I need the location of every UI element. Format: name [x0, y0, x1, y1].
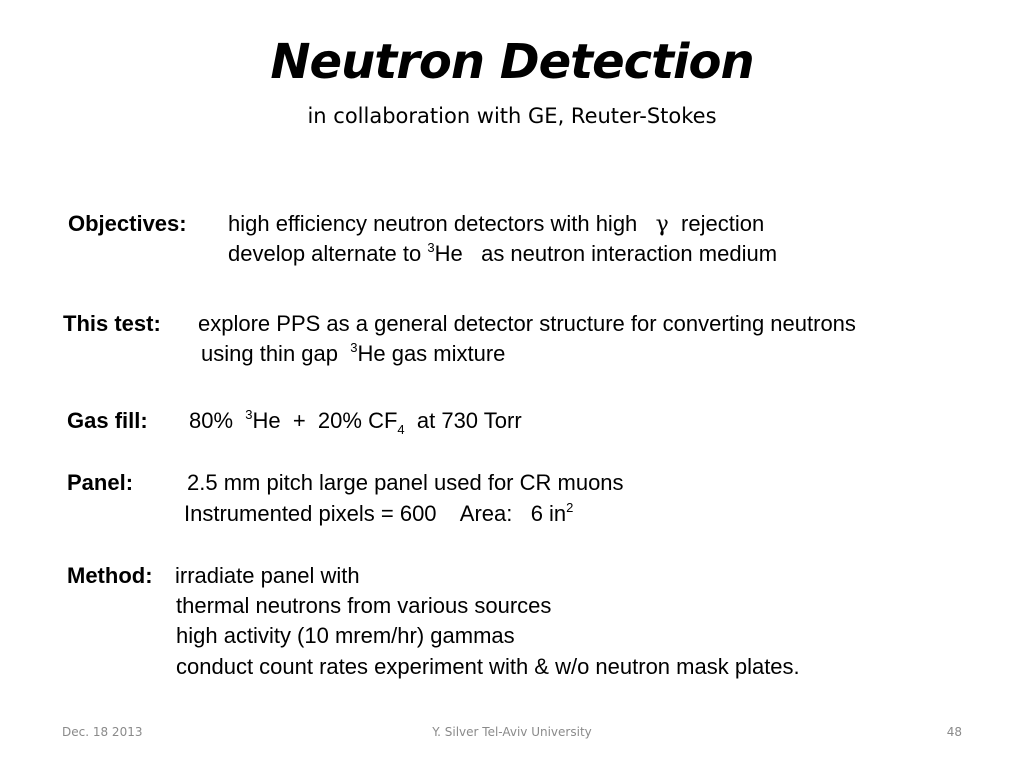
this-test-line-2-post: He gas mixture [357, 341, 506, 366]
this-test-line-2-pre: using thin gap [201, 341, 338, 366]
gas-fill-post: at 730 Torr [416, 408, 522, 433]
gas-fill-label: Gas fill: [67, 408, 148, 433]
this-test-line-1: explore PPS as a general detector structure for converting neutrons [198, 311, 856, 336]
gas-fill-mid: He + 20% CF [252, 408, 398, 433]
panel-line-2 [184, 499, 573, 529]
slide-subtitle: in collaboration with GE, Reuter-Stokes [307, 104, 717, 128]
panel-label: Panel: [67, 470, 134, 495]
panel-area-superscript: 2 [566, 500, 574, 515]
objectives-line-2-post: He as neutron interaction medium [434, 241, 778, 266]
panel-line-1: 2.5 mm pitch large panel used for CR muons [187, 470, 624, 495]
gas-fill-subscript: 4 [397, 422, 405, 437]
objectives-isotope-superscript: 3 [427, 240, 435, 255]
gas-fill-value [189, 406, 522, 436]
slide-title: Neutron Detection [270, 34, 754, 90]
footer-page-number: 48 [946, 725, 962, 739]
objectives-line-2 [228, 239, 777, 269]
method-line-2: thermal neutrons from various sources [176, 593, 552, 618]
objectives-line-2-pre: develop alternate to [228, 241, 422, 266]
panel-line-2-text: Instrumented pixels = 600 Area: 6 in [184, 501, 567, 526]
this-test-isotope-superscript: 3 [350, 340, 358, 355]
this-test-label: This test: [63, 311, 161, 336]
method-label: Method: [67, 563, 153, 588]
method-line-4: conduct count rates experiment with & w/o neutron mask plates. [176, 654, 800, 679]
this-test-line-2 [201, 339, 505, 369]
objectives-label: Objectives: [68, 211, 187, 236]
gas-fill-pre: 80% [189, 408, 234, 433]
objectives-line-1 [228, 209, 764, 240]
method-line-3: high activity (10 mrem/hr) gammas [176, 623, 515, 648]
footer-author: Y. Silver Tel-Aviv University [432, 725, 592, 739]
objectives-line-1-text: high efficiency neutron detectors with high [228, 211, 638, 236]
objectives-line-1-tail: rejection [681, 211, 765, 236]
gas-fill-isotope-superscript: 3 [245, 407, 253, 422]
method-line-1: irradiate panel with [175, 563, 360, 588]
gamma-symbol: γ [655, 212, 669, 237]
footer-date: Dec. 18 2013 [62, 725, 143, 739]
